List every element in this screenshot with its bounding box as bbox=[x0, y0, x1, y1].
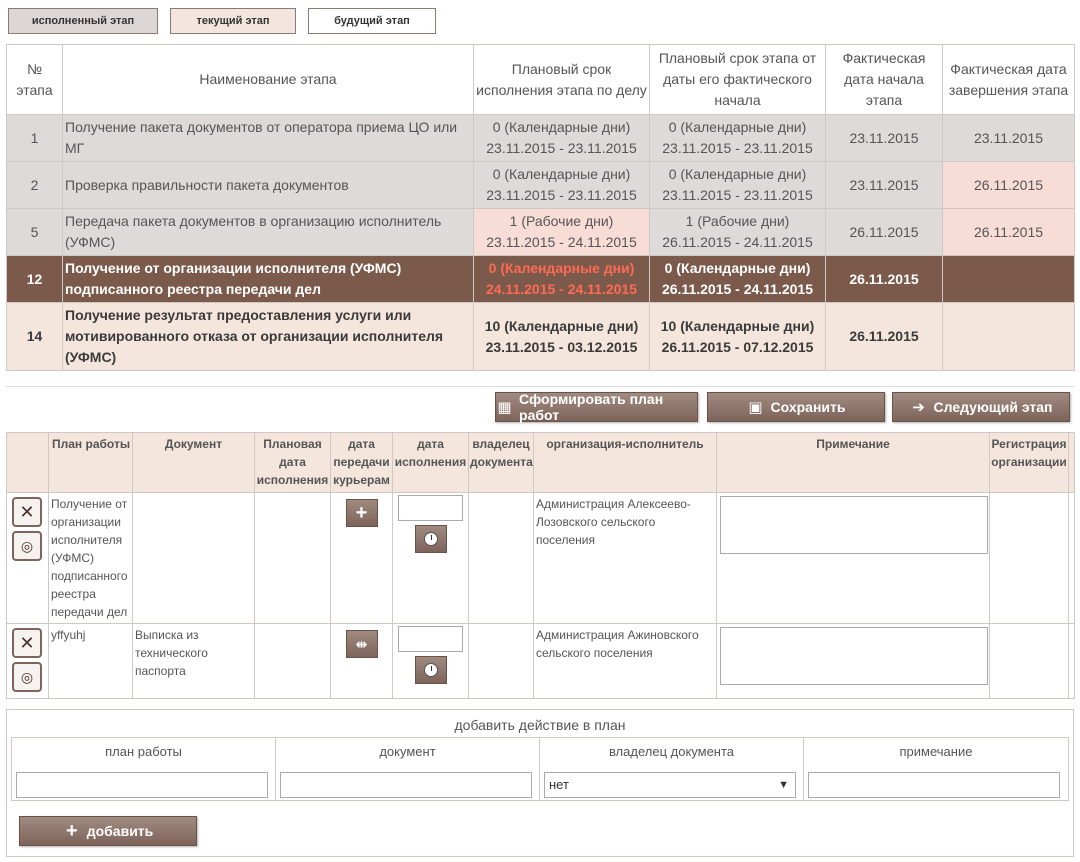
header-fact-start: Фактическая дата начала этапа bbox=[826, 45, 943, 115]
stage-row bbox=[7, 209, 1075, 256]
stage-fact-end: 26.11.2015 bbox=[943, 209, 1075, 256]
plan-date-cell bbox=[255, 493, 331, 624]
stage-name: Получение пакета документов от оператора приема ЦО или МГ bbox=[63, 115, 474, 162]
stage-plan-case: 0 (Календарные дни) 23.11.2015 - 23.11.2015 bbox=[474, 115, 650, 162]
clock-button[interactable] bbox=[415, 525, 447, 553]
add-document-label: документ bbox=[379, 744, 436, 759]
stage-fact-start: 26.11.2015 bbox=[826, 209, 943, 256]
reg-org-cell bbox=[990, 493, 1069, 624]
stage-num: 1 bbox=[7, 115, 63, 162]
header-doc-owner: владелец документа bbox=[469, 433, 534, 493]
add-owner-value: нет bbox=[549, 777, 569, 792]
plan-date-cell bbox=[255, 624, 331, 699]
stage-fact-start: 23.11.2015 bbox=[826, 115, 943, 162]
stage-row-current bbox=[7, 256, 1075, 303]
add-work-plan-label: план работы bbox=[105, 744, 182, 759]
stages-table bbox=[6, 44, 1075, 371]
reg-org-cell bbox=[990, 624, 1069, 699]
stage-plan-actual: 0 (Календарные дни) 23.11.2015 - 23.11.2015 bbox=[650, 162, 826, 209]
plan-document: Выписка из технического паспорта bbox=[133, 624, 255, 699]
stage-fact-start: 26.11.2015 bbox=[826, 256, 943, 303]
stage-legend bbox=[8, 8, 436, 34]
courier-date-cell bbox=[331, 493, 393, 624]
stage-fact-start: 26.11.2015 bbox=[826, 303, 943, 371]
plus-icon[interactable]: + bbox=[346, 499, 378, 527]
clock-icon bbox=[424, 663, 438, 677]
add-action-grid bbox=[11, 737, 1069, 801]
header-document: Документ bbox=[133, 433, 255, 493]
add-note-label: примечание bbox=[899, 744, 973, 759]
add-note-col bbox=[804, 738, 1068, 800]
header-stage-name: Наименование этапа bbox=[63, 45, 474, 115]
stage-num: 12 bbox=[7, 256, 63, 303]
delete-icon[interactable]: ✕ bbox=[12, 497, 42, 527]
exec-date-cell bbox=[393, 493, 469, 624]
header-work-plan: План работы bbox=[49, 433, 133, 493]
stage-plan-case: 0 (Календарные дни) 24.11.2015 - 24.11.2015 bbox=[474, 256, 650, 303]
header-fact-end: Фактическая дата завершения этапа bbox=[943, 45, 1075, 115]
stage-num: 14 bbox=[7, 303, 63, 371]
courier-handoff-icon[interactable]: ⇹ bbox=[346, 630, 378, 658]
clock-button[interactable] bbox=[415, 656, 447, 684]
plus-icon: + bbox=[65, 819, 78, 842]
stage-plan-case: 10 (Календарные дни) 23.11.2015 - 03.12.2015 bbox=[474, 303, 650, 371]
stage-name: Передача пакета документов в организацию исполнитель (УФМС) bbox=[63, 209, 474, 256]
doc-owner-cell bbox=[469, 493, 534, 624]
stage-plan-case: 0 (Календарные дни) 23.11.2015 - 23.11.2015 bbox=[474, 162, 650, 209]
globe-www-icon[interactable]: ◎ bbox=[12, 531, 42, 561]
row-actions bbox=[7, 493, 49, 624]
add-owner-col bbox=[540, 738, 804, 800]
add-action-panel bbox=[6, 709, 1074, 857]
header-reg-org: Регистрация организации bbox=[990, 433, 1069, 493]
stage-plan-case: 1 (Рабочие дни) 23.11.2015 - 24.11.2015 bbox=[474, 209, 650, 256]
note-cell bbox=[717, 624, 990, 699]
note-textarea[interactable] bbox=[720, 627, 988, 685]
plan-row bbox=[7, 493, 1075, 624]
header-plan-actual: Плановый срок этапа от даты его фактического начала bbox=[650, 45, 826, 115]
stage-plan-actual: 0 (Календарные дни) 26.11.2015 - 24.11.2015 bbox=[650, 256, 826, 303]
globe-www-icon[interactable]: ◎ bbox=[12, 662, 42, 692]
stage-name: Получение результат предоставления услуги или мотивированного отказа от организации исполнителя (УФМС) bbox=[63, 303, 474, 371]
header-plan-date: Плановая дата исполнения bbox=[255, 433, 331, 493]
add-work-plan-col bbox=[12, 738, 276, 800]
plan-row bbox=[7, 624, 1075, 699]
header-spacer bbox=[1069, 433, 1075, 493]
grid-icon: ▦ bbox=[497, 399, 512, 416]
stage-fact-end bbox=[943, 256, 1075, 303]
save-button[interactable]: ▣ Сохранить bbox=[707, 392, 885, 422]
spacer-cell bbox=[1069, 624, 1075, 699]
stage-plan-actual: 0 (Календарные дни) 23.11.2015 - 23.11.2015 bbox=[650, 115, 826, 162]
arrow-right-circle-icon: ➔ bbox=[912, 399, 925, 416]
header-executor-org: организация-исполнитель bbox=[534, 433, 717, 493]
stage-fact-start: 23.11.2015 bbox=[826, 162, 943, 209]
add-action-title: добавить действие в план bbox=[454, 717, 626, 733]
stage-num: 2 bbox=[7, 162, 63, 209]
plan-executor-org: Администрация Ажиновского сельского поселения bbox=[534, 624, 717, 699]
delete-icon[interactable]: ✕ bbox=[12, 628, 42, 658]
header-plan-case: Плановый срок исполнения этапа по делу bbox=[474, 45, 650, 115]
header-actions bbox=[7, 433, 49, 493]
stage-fact-end: 23.11.2015 bbox=[943, 115, 1075, 162]
row-actions bbox=[7, 624, 49, 699]
next-stage-button[interactable]: ➔ Следующий этап bbox=[892, 392, 1070, 422]
stage-plan-actual: 10 (Календарные дни) 26.11.2015 - 07.12.2015 bbox=[650, 303, 826, 371]
plan-work: Получение от организации исполнителя (УФМС) подписанного реестра передачи дел bbox=[49, 493, 133, 624]
stage-fact-end bbox=[943, 303, 1075, 371]
legend-current: текущий этап bbox=[170, 8, 296, 34]
header-exec-date: дата исполнения bbox=[393, 433, 469, 493]
exec-date-cell bbox=[393, 624, 469, 699]
plan-document bbox=[133, 493, 255, 624]
stage-plan-actual: 1 (Рабочие дни) 26.11.2015 - 24.11.2015 bbox=[650, 209, 826, 256]
clock-icon bbox=[424, 532, 438, 546]
stage-name: Проверка правильности пакета документов bbox=[63, 162, 474, 209]
stage-row-future bbox=[7, 303, 1075, 371]
plan-work: yffyuhj bbox=[49, 624, 133, 699]
plan-executor-org: Администрация Алексеево-Лозовского сельского поселения bbox=[534, 493, 717, 624]
note-cell bbox=[717, 493, 990, 624]
work-plan-table bbox=[6, 432, 1075, 699]
exec-date-input[interactable] bbox=[398, 495, 463, 521]
add-document-input[interactable] bbox=[280, 772, 532, 798]
exec-date-input[interactable] bbox=[398, 626, 463, 652]
stage-name: Получение от организации исполнителя (УФМС) подписанного реестра передачи дел bbox=[63, 256, 474, 303]
add-owner-label: владелец документа bbox=[608, 744, 735, 759]
header-note: Примечание bbox=[717, 433, 990, 493]
section-divider bbox=[6, 386, 1074, 387]
add-work-plan-input[interactable] bbox=[16, 772, 268, 798]
header-stage-num: № этапа bbox=[7, 45, 63, 115]
floppy-disk-icon: ▣ bbox=[748, 399, 763, 416]
add-note-input[interactable] bbox=[808, 772, 1060, 798]
legend-done: исполненный этап bbox=[8, 8, 158, 34]
stage-row bbox=[7, 162, 1075, 209]
spacer-cell bbox=[1069, 493, 1075, 624]
doc-owner-cell bbox=[469, 624, 534, 699]
add-button[interactable]: + добавить bbox=[19, 816, 197, 846]
chevron-down-icon: ▼ bbox=[778, 779, 789, 791]
courier-date-cell bbox=[331, 624, 393, 699]
stage-row bbox=[7, 115, 1075, 162]
add-document-col bbox=[276, 738, 540, 800]
stage-num: 5 bbox=[7, 209, 63, 256]
add-owner-select[interactable] bbox=[544, 772, 796, 798]
header-courier-date: дата передачи курьерам bbox=[331, 433, 393, 493]
stage-fact-end: 26.11.2015 bbox=[943, 162, 1075, 209]
generate-plan-button[interactable]: ▦ Сформировать план работ bbox=[495, 392, 698, 422]
legend-future: будущий этап bbox=[308, 8, 436, 34]
note-textarea[interactable] bbox=[720, 496, 988, 554]
